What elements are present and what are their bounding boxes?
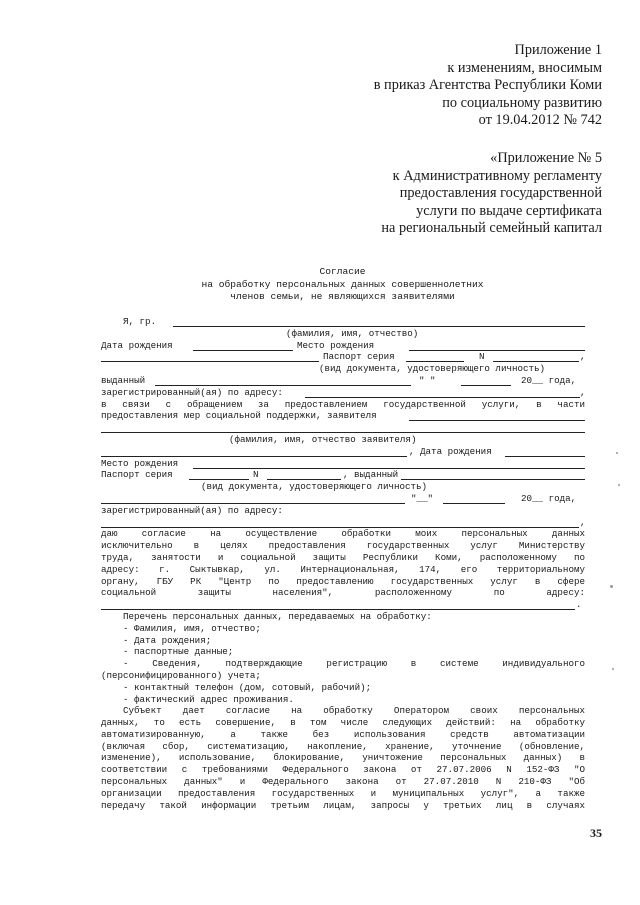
- applicant-line: [101, 422, 585, 434]
- appendix-line-1: Приложение 1: [514, 42, 602, 58]
- address-field-2[interactable]: [101, 517, 579, 528]
- issued-by-field-2[interactable]: [401, 469, 585, 480]
- issued-by-cont-field-2[interactable]: [101, 493, 405, 504]
- birth-place-field[interactable]: [409, 340, 585, 351]
- form-body: [101, 316, 585, 811]
- subject-line-2: данных, то есть совершение, в том числе следующих действий: на обработку: [101, 717, 585, 729]
- birth-place-field-2[interactable]: [193, 458, 585, 469]
- list-item-5: - контактный телефон (дом, сотовый, рабочий);: [123, 681, 372, 693]
- n-sign: N: [479, 351, 485, 363]
- consent-line-6: социальной защиты населения", расположенному по адресу:: [101, 587, 585, 599]
- doc-hint-line-2: [101, 481, 585, 493]
- year-label-2: 20__ года,: [521, 492, 577, 504]
- birth-date-field-2[interactable]: [505, 446, 585, 457]
- fio-hint: (фамилия, имя, отчество): [286, 327, 419, 339]
- appendix-line-2: к изменениям, вносимым: [447, 59, 602, 76]
- passport-line: Паспорт серия N ,: [101, 351, 585, 363]
- appendix-line-3: в приказ Агентства Республики Коми: [373, 77, 602, 94]
- subject-line-1: Субъект дает согласие на обработку Оператором своих персональных: [123, 705, 585, 717]
- connection-line-2: [101, 410, 585, 422]
- passport-series-label: Паспорт серия: [323, 351, 395, 363]
- consent-line-4: адресу: г. Сыктывкар, ул. Интернациональная, 174, его территориальному: [101, 563, 585, 575]
- passport-number-field[interactable]: [493, 351, 579, 362]
- operator-address-line: .: [101, 599, 585, 611]
- list-item-1: - Фамилия, имя, отчество;: [123, 622, 261, 634]
- list-item-2: - Дата рождения;: [123, 634, 212, 646]
- passport-number-field-2[interactable]: [267, 469, 341, 480]
- fio-line: [101, 316, 585, 328]
- n-sign-2: N: [253, 469, 259, 481]
- consent-line-1: даю согласие на осуществление обработки моих персональных данных: [101, 528, 585, 540]
- list-item-6: - фактический адрес проживания.: [123, 693, 294, 705]
- birth-place-label: Место рождения: [297, 339, 375, 351]
- birth-date-field[interactable]: [193, 340, 293, 351]
- registered-line-2: [101, 505, 585, 517]
- fio-hint-line: [101, 328, 585, 340]
- doc-hint: (вид документа, удостоверяющего личность): [319, 363, 546, 375]
- scan-speck: [616, 452, 618, 454]
- issued-date-line-2: [101, 493, 585, 505]
- annex-line-3: предоставления государственной: [399, 185, 602, 202]
- address-field[interactable]: [305, 387, 580, 398]
- consent-line-5: органу, ГБУ РК "Центр по предоставлению государственных услуг в сфере: [101, 575, 585, 587]
- subject-line-7: персональных данных" и Федерального закона от 27.07.2010 N 210-ФЗ "Об: [101, 776, 585, 788]
- date-quote: " ": [419, 374, 436, 386]
- issued-by-field[interactable]: [155, 375, 411, 386]
- subject-line-5: изменение), использование, блокирование, уничтожение персональных данных) в: [101, 752, 585, 764]
- annex-line-1: «Приложение № 5: [490, 150, 602, 166]
- passport-series-field[interactable]: [406, 351, 464, 362]
- issued-line: [101, 375, 585, 387]
- scan-speck: [612, 668, 614, 670]
- annex-line-5: на региональный семейный капитал: [381, 220, 602, 237]
- applicant-fio-hint: (фамилия, имя, отчество заявителя): [229, 433, 417, 445]
- subject-line-3: автоматизированную, а также без использования средств автоматизации: [101, 728, 585, 740]
- issued-label-2: , выданный: [343, 469, 399, 481]
- year-label: 20__ года,: [521, 374, 577, 386]
- appendix-line-5: от 19.04.2012 № 742: [478, 112, 602, 129]
- applicant-name-field[interactable]: [101, 446, 407, 457]
- annex-line-4: услуги по выдаче сертификата: [416, 202, 602, 219]
- annex-header: [381, 150, 602, 238]
- form-title-line-2: на обработку персональных данных совершеннолетних: [201, 278, 484, 290]
- birth-place-cont-field[interactable]: [101, 351, 319, 362]
- consent-line-2: исключительно в целях предоставления государственных услуг Министерству: [101, 540, 585, 552]
- date-quote-2: "__": [411, 492, 434, 504]
- list-title: Перечень персональных данных, передаваемых на обработку:: [123, 610, 432, 622]
- passport-line-2: [101, 469, 585, 481]
- birth-date-label-2: , Дата рождения: [409, 445, 492, 457]
- subject-line-6: соответствии с требованиями Федерального закона от 27.07.2006 N 152-ФЗ "О: [101, 764, 585, 776]
- connection-line-2-text: предоставления мер социальной поддержки, заявителя: [101, 410, 377, 422]
- page-number: 35: [590, 826, 602, 840]
- registered-label: зарегистрированный(ая) по адресу:: [101, 386, 283, 398]
- list-item-3: - паспортные данные;: [123, 646, 234, 658]
- subject-line-9: передачу такой информации третьим лицам, запросы у третьих лиц в случаях: [101, 799, 585, 811]
- list-item-4a: - Сведения, подтверждающие регистрацию в системе индивидуального: [123, 658, 585, 670]
- list-item-4b: (персонифицированного) учета;: [101, 669, 261, 681]
- birth-place-line-2: [101, 458, 585, 470]
- form-title-line-1: Согласие: [319, 266, 366, 277]
- applicant-cont-field[interactable]: [101, 422, 585, 433]
- connection-line-1: в связи с обращением за предоставлением государственной услуги, в части: [101, 398, 585, 410]
- form-title: [100, 266, 585, 304]
- annex-line-2: к Административному регламенту: [392, 167, 602, 184]
- applicant-field[interactable]: [409, 410, 585, 421]
- operator-address-field[interactable]: [101, 599, 575, 610]
- scan-speck: [618, 484, 620, 486]
- passport-series-label-2: Паспорт серия: [101, 469, 173, 481]
- subject-line-8: организации предоставления государственных и муниципальных услуг", а также: [101, 787, 585, 799]
- form-title-line-3: членов семьи, не являющихся заявителями: [230, 291, 455, 302]
- doc-hint-2: (вид документа, удостоверяющего личность): [201, 481, 428, 493]
- birth-line-2: [101, 446, 585, 458]
- scan-speck: [610, 585, 613, 588]
- appendix-header: [374, 42, 602, 130]
- birth-place-label-2: Место рождения: [101, 457, 179, 469]
- registered-label-2: зарегистрированный(ая) по адресу:: [101, 504, 283, 516]
- subject-line-4: (включая сбор, систематизацию, накопление, хранение, уточнение (обновление,: [101, 740, 585, 752]
- issue-month-field[interactable]: [461, 375, 511, 386]
- doc-hint-line: [101, 363, 585, 375]
- issue-month-field-2[interactable]: [443, 493, 505, 504]
- birth-line: [101, 340, 585, 352]
- address-line-2: ,: [101, 517, 585, 529]
- issued-label: выданный: [101, 374, 146, 386]
- passport-series-field-2[interactable]: [189, 469, 249, 480]
- appendix-line-4: по социальному развитию: [442, 94, 602, 111]
- birth-date-label: Дата рождения: [101, 339, 173, 351]
- consent-line-3: труда, занятости и социальной защиты Республики Коми, расположенному по: [101, 551, 585, 563]
- fio-field[interactable]: [173, 316, 585, 327]
- registered-line: зарегистрированный(ая) по адресу: ,: [101, 386, 586, 398]
- i-am-label: Я, гр.: [123, 316, 157, 327]
- applicant-hint-line: [101, 434, 585, 446]
